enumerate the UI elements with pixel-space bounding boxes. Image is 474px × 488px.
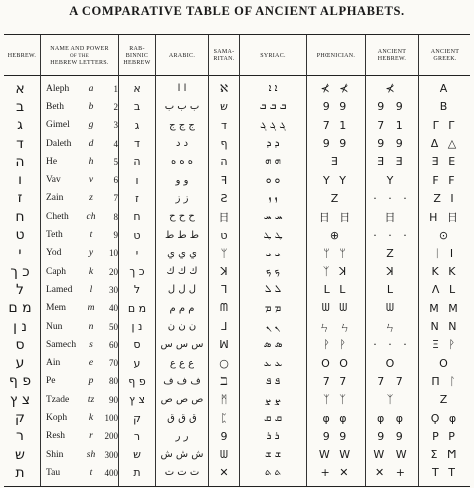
phoenician-forms: Y Y [323, 173, 349, 187]
numeric-value: 200 [104, 431, 118, 442]
letter-name: Samech [46, 339, 77, 350]
hebrew-letter: א [15, 80, 25, 97]
letter-name: Aleph [46, 83, 70, 94]
phoenician-forms: W W [318, 448, 354, 462]
syriac-forms: ܝ ܝ [265, 247, 281, 259]
letter-name: Nun [46, 321, 63, 332]
letter-name: Daleth [46, 138, 72, 149]
syriac-forms: ܒ ܒ ܒ [259, 101, 287, 113]
letter-name: Zain [46, 193, 64, 204]
syriac-forms: ܪ ܪ [266, 430, 280, 442]
phoenician-forms: 9 9 [322, 429, 350, 443]
letter-name: Mem [46, 303, 67, 314]
ancient-hebrew-forms: 日 [384, 210, 400, 224]
ancient-hebrew-forms: 9 9 [377, 429, 407, 443]
arabic-forms: ه ه ه [170, 156, 194, 168]
hebrew-letter: כ ך [10, 263, 30, 280]
letter-name: He [46, 156, 58, 167]
numeric-value: 6 [113, 175, 118, 186]
syriac-forms: ܬ ܬ [265, 467, 281, 479]
numeric-value: 50 [109, 321, 118, 332]
ancient-hebrew-forms: · · · [373, 228, 411, 242]
arabic-forms: ت ت ت [164, 467, 200, 479]
hebrew-letter: צ ץ [9, 391, 31, 408]
numeric-value: 5 [113, 156, 118, 167]
hebrew-letter: י [18, 245, 22, 262]
ancient-hebrew-forms: W W [373, 448, 411, 462]
ancient-hebrew-forms: 9 9 [377, 137, 407, 151]
rabbinic-letter: י [135, 246, 139, 260]
ancient-greek-forms: Β [439, 100, 451, 114]
samaritan-letter: ꓘ [220, 265, 228, 279]
header-rabbinic: RAB- BINNIC HEBREW [123, 45, 151, 66]
header-hebrew: HEBREW. [7, 52, 37, 59]
transliteration: t [89, 230, 93, 241]
ancient-greek-forms: Σ Ϻ [430, 448, 460, 462]
rabbinic-letter: ס [133, 338, 141, 352]
phoenician-forms: O O [321, 356, 351, 370]
transliteration: s [89, 339, 93, 350]
hebrew-letter: ד [16, 135, 24, 152]
ancient-hebrew-forms: ⊀ [385, 82, 399, 96]
ancient-greek-forms: Z [439, 393, 451, 407]
ancient-greek-forms: Ξ ᚹ [431, 338, 459, 352]
ancient-greek-forms: Τ T [432, 466, 458, 480]
numeric-value: 2 [113, 101, 118, 112]
arabic-forms: م م م [169, 302, 195, 314]
ancient-hebrew-forms: · · · [373, 338, 411, 352]
table-row [0, 172, 474, 189]
numeric-value: 40 [109, 303, 118, 314]
ancient-greek-forms: Η 日 [429, 210, 461, 224]
phoenician-forms: ᛉ ᛉ [323, 393, 349, 407]
syriac-forms: ܣ ܣ [263, 339, 283, 351]
ancient-greek-forms: Π ᛚ [431, 374, 459, 388]
numeric-value: 100 [104, 413, 118, 424]
transliteration: k [88, 266, 94, 277]
transliteration: e [88, 358, 94, 369]
ancient-greek-forms: Λ L [431, 283, 459, 297]
arabic-forms: س س س [160, 339, 204, 351]
phoenician-forms: 日 日 [318, 210, 354, 224]
letter-name: Beth [46, 101, 64, 112]
arabic-forms: ح ح ح [169, 211, 195, 223]
table-row [0, 281, 474, 298]
ancient-greek-forms: Ϝ F [432, 173, 458, 187]
transliteration: h [88, 156, 94, 167]
numeric-value: 60 [109, 339, 118, 350]
header-name-power: NAME AND POWER OF THE HEBREW LETTERS. [50, 45, 109, 66]
hebrew-letter: ו [18, 172, 22, 189]
table-row [0, 245, 474, 262]
letter-name: Caph [46, 266, 67, 277]
samaritan-letter: ᗯ [220, 447, 228, 461]
phoenician-forms: ⊕ [329, 228, 343, 242]
ancient-hebrew-forms: ꓘ [386, 265, 398, 279]
numeric-value: 30 [109, 284, 118, 295]
samaritan-letter: ✕ [219, 466, 229, 480]
arabic-forms: ع ع ع [169, 357, 195, 369]
phoenician-forms: Ǝ [331, 155, 341, 169]
ancient-greek-forms: Ǝ Ε [431, 155, 459, 169]
transliteration: tz [87, 394, 95, 405]
table-row [0, 208, 474, 225]
transliteration: p [88, 376, 94, 387]
table-row [0, 428, 474, 445]
samaritan-letter: ᗰ [220, 301, 228, 315]
letter-name: Cheth [46, 211, 69, 222]
syriac-forms: ܩ ܩ [264, 412, 282, 424]
syriac-forms: ܟ ܟ [266, 266, 280, 278]
rabbinic-letter: ת [133, 466, 141, 480]
ancient-greek-forms: Ζ I [433, 191, 457, 205]
phoenician-forms: Z [330, 191, 342, 205]
rabbinic-letter: ש [133, 448, 141, 462]
numeric-value: 3 [113, 120, 118, 131]
rabbinic-letter: ר [133, 429, 141, 443]
ancient-greek-forms: Ϙ φ [430, 411, 460, 425]
samaritan-letter: Ƨ [220, 191, 228, 205]
ancient-greek-forms: O [439, 356, 451, 370]
samaritan-letter: ᒧ [220, 320, 228, 334]
header-samaritan: SAMA- RITAN. [213, 49, 235, 62]
numeric-value: 7 [113, 193, 118, 204]
header-ancient-hebrew: ANCIENT HEBREW. [377, 49, 407, 62]
samaritan-letter: 9 [220, 429, 228, 443]
ancient-hebrew-forms: 7 7 [377, 374, 407, 388]
hebrew-letter: ת [15, 464, 25, 481]
samaritan-letter: ꟻ [220, 173, 228, 187]
phoenician-forms: 7 7 [322, 374, 350, 388]
ancient-hebrew-forms: ᛉ [386, 393, 398, 407]
rabbinic-letter: ז [135, 191, 139, 205]
transliteration: n [88, 321, 94, 332]
ancient-hebrew-forms: · · · [373, 191, 411, 205]
phoenician-forms: φ φ [322, 411, 350, 425]
syriac-forms: ܡ ܡ [264, 302, 282, 314]
samaritan-letter: ש [220, 100, 228, 114]
ancient-greek-forms: Ρ P [432, 429, 458, 443]
letter-name: Koph [46, 413, 68, 424]
ancient-hebrew-forms: ᗯ [386, 301, 398, 315]
rabbinic-letter: ל [133, 283, 141, 297]
table-row [0, 226, 474, 243]
letter-name: Lamed [46, 284, 73, 295]
transliteration: a [88, 83, 94, 94]
hebrew-letter: פ ף [8, 373, 32, 390]
arabic-forms: ز ز [175, 192, 189, 204]
numeric-value: 20 [109, 266, 118, 277]
ancient-hebrew-forms: L [386, 283, 398, 297]
header-bottom-rule [4, 75, 470, 76]
syriac-forms: ܐ ܐ [268, 83, 278, 95]
syriac-forms: ܥ ܥ [263, 357, 283, 369]
table-row [0, 409, 474, 426]
letter-name: Resh [46, 431, 65, 442]
letter-name: Tzade [46, 394, 70, 405]
transliteration: r [89, 431, 93, 442]
header-phoenician: PHŒNICIAN. [316, 52, 356, 59]
table-bottom-rule [4, 486, 470, 487]
transliteration: g [88, 120, 94, 131]
header-top-rule [4, 34, 470, 35]
hebrew-letter: ק [15, 410, 25, 427]
letter-name: Vav [46, 175, 61, 186]
hebrew-letter: ה [15, 153, 25, 170]
ancient-greek-forms: Κ K [431, 265, 459, 279]
arabic-forms: ش ش ش [160, 449, 204, 461]
arabic-forms: ا ا [177, 83, 187, 95]
rabbinic-letter: ו [135, 173, 139, 187]
table-row [0, 117, 474, 134]
ancient-greek-forms: Α [439, 82, 451, 96]
header-arabic: ARABIC. [168, 52, 196, 59]
letter-name: Gimel [46, 120, 70, 131]
arabic-forms: ب ب ب [164, 101, 200, 113]
ancient-hebrew-forms: Y [386, 173, 398, 187]
syriac-forms: ܓ ܓ ܓ [260, 119, 286, 131]
hebrew-letter: מ ם [8, 300, 32, 317]
transliteration: m [87, 303, 95, 314]
phoenician-forms: ᛘ ᛘ [323, 246, 349, 260]
samaritan-letter: ꟽ [219, 338, 229, 352]
phoenician-forms: 7 1 [322, 118, 350, 132]
rabbinic-letter: נ ן [131, 320, 143, 334]
samaritan-letter: ᒣ [220, 283, 228, 297]
samaritan-letter: ᛘ [220, 246, 228, 260]
phoenician-forms: L L [323, 283, 349, 297]
header-ancient-greek: ANCIENT GREEK. [430, 49, 460, 62]
table-row [0, 135, 474, 152]
ancient-hebrew-forms: ✕ + [375, 466, 409, 480]
hebrew-letter: ח [15, 208, 25, 225]
table-row [0, 190, 474, 207]
ancient-hebrew-forms: ㄣ [384, 320, 400, 334]
numeric-value: 80 [109, 376, 118, 387]
syriac-forms: ܙ ܙ [268, 192, 278, 204]
hebrew-letter: ב [15, 98, 25, 115]
table-row [0, 80, 474, 97]
arabic-forms: ي ي ي [167, 247, 197, 259]
arabic-forms: و و [175, 174, 189, 186]
arabic-forms: ك ك ك [166, 266, 198, 278]
transliteration: b [88, 101, 94, 112]
rabbinic-letter: א [133, 82, 141, 96]
transliteration: t [89, 467, 93, 478]
ancient-hebrew-forms: Z [386, 246, 398, 260]
syriac-forms: ܢ ܢ [265, 321, 281, 333]
phoenician-forms: 9 9 [322, 137, 350, 151]
ancient-hebrew-forms: 7 1 [377, 118, 407, 132]
table-row [0, 263, 474, 280]
arabic-forms: ج ج ج [169, 119, 195, 131]
ancient-greek-forms: Μ M [429, 301, 461, 315]
rabbinic-letter: צ ץ [129, 393, 145, 407]
rabbinic-letter: ח [133, 210, 141, 224]
table-row [0, 355, 474, 372]
numeric-value: 10 [109, 248, 118, 259]
hebrew-letter: נ ן [13, 318, 27, 335]
arabic-forms: ف ف ف [163, 375, 201, 387]
letter-name: Tau [46, 467, 61, 478]
hebrew-letter: ע [15, 355, 25, 372]
ancient-hebrew-forms: φ φ [376, 411, 407, 425]
transliteration: k [88, 413, 94, 424]
ancient-hebrew-forms: 9 9 [377, 100, 407, 114]
arabic-forms: د د [175, 138, 189, 150]
syriac-forms: ܕ ܕ [266, 138, 280, 150]
rabbinic-letter: ה [133, 155, 141, 169]
arabic-forms: ص ص ص [160, 394, 204, 406]
transliteration: sh [86, 449, 96, 460]
numeric-value: 400 [104, 467, 118, 478]
numeric-value: 9 [113, 230, 118, 241]
hebrew-letter: ג [17, 117, 23, 134]
transliteration: y [88, 248, 94, 259]
ancient-hebrew-forms: Ǝ Ǝ [377, 155, 407, 169]
hebrew-letter: ז [17, 190, 23, 207]
samaritan-letter: ה [220, 155, 228, 169]
arabic-forms: ق ق ق [167, 412, 197, 424]
hebrew-letter: ט [15, 227, 25, 244]
rabbinic-letter: ד [133, 137, 140, 151]
rabbinic-letter: ב [133, 100, 141, 114]
samaritan-letter: ᛗ [220, 393, 228, 407]
ancient-greek-forms: ᛁ Ι [433, 246, 457, 260]
letter-name: Pe [46, 376, 56, 387]
table-row [0, 153, 474, 170]
samaritan-letter: ᛈ [220, 411, 228, 425]
ancient-greek-forms: Δ △ [430, 137, 460, 151]
samaritan-letter: ף [220, 137, 228, 151]
hebrew-letter: ש [15, 446, 25, 463]
phoenician-forms: ㄣ ㄣ [318, 320, 354, 334]
table-row [0, 98, 474, 115]
phoenician-forms: ᗯ ᗯ [321, 301, 351, 315]
ancient-greek-forms: Γ Γ [432, 118, 458, 132]
rabbinic-letter: כ ך [129, 265, 145, 279]
transliteration: v [88, 175, 94, 186]
numeric-value: 8 [113, 211, 118, 222]
table-row [0, 391, 474, 408]
numeric-value: 300 [104, 449, 118, 460]
rabbinic-letter: פ ף [128, 374, 146, 388]
rabbinic-letter: ט [133, 228, 141, 242]
ancient-greek-forms: Ν N [430, 320, 460, 334]
page-title: A COMPARATIVE TABLE OF ANCIENT ALPHABETS. [69, 4, 405, 18]
hebrew-letter: ר [16, 428, 24, 445]
samaritan-letter: ○ [219, 356, 229, 370]
transliteration: ch [86, 211, 96, 222]
letter-name: Shin [46, 449, 64, 460]
phoenician-forms: + ✕ [320, 466, 352, 480]
samaritan-letter: ד [220, 118, 227, 132]
numeric-value: 70 [109, 358, 118, 369]
transliteration: d [88, 138, 94, 149]
arabic-forms: ل ل ل [167, 284, 197, 296]
rabbinic-letter: ג [134, 118, 140, 132]
hebrew-letter: ס [15, 336, 25, 353]
rabbinic-letter: ק [133, 411, 141, 425]
table-row [0, 373, 474, 390]
arabic-forms: ط ط ط [164, 229, 200, 241]
numeric-value: 1 [113, 83, 118, 94]
header-syriac: SYRIAC. [260, 52, 286, 59]
samaritan-letter: ℵ [219, 82, 229, 96]
phoenician-forms: ᛉ ꓘ [322, 265, 350, 279]
syriac-forms: ܛ ܛ [263, 229, 283, 241]
table-row [0, 300, 474, 317]
phoenician-forms: ⊀ ⊀ [320, 82, 352, 96]
syriac-forms: ܠ ܠ [264, 284, 282, 296]
table-row [0, 336, 474, 353]
phoenician-forms: ᚹ ᚹ [323, 338, 349, 352]
table-row [0, 446, 474, 463]
numeric-value: 90 [109, 394, 118, 405]
rabbinic-letter: מ ם [127, 301, 147, 315]
samaritan-letter: 日 [218, 210, 230, 224]
arabic-forms: ر ر [175, 430, 189, 442]
table-row [0, 464, 474, 481]
syriac-forms: ܘ ܘ [265, 174, 281, 186]
syriac-forms: ܚ ܚ [263, 211, 283, 223]
syriac-forms: ܦ ܦ [265, 375, 281, 387]
letter-name: Ain [46, 358, 61, 369]
hebrew-letter: ל [16, 281, 24, 298]
rabbinic-letter: ע [133, 356, 141, 370]
syriac-forms: ܗ ܗ [265, 156, 281, 168]
table-row [0, 318, 474, 335]
transliteration: z [89, 193, 93, 204]
phoenician-forms: 9 9 [322, 100, 350, 114]
letter-name: Teth [46, 230, 63, 241]
numeric-value: 4 [113, 138, 118, 149]
ancient-greek-forms: ⊙ [438, 228, 452, 242]
transliteration: l [89, 284, 93, 295]
samaritan-letter: ט [220, 228, 228, 242]
samaritan-letter: ℶ [220, 374, 228, 388]
syriac-forms: ܫ ܫ [264, 449, 282, 461]
ancient-hebrew-forms: O [385, 356, 399, 370]
syriac-forms: ܨ ܨ [265, 394, 281, 406]
arabic-forms: ن ن ن [167, 321, 197, 333]
letter-name: Yod [46, 248, 62, 259]
